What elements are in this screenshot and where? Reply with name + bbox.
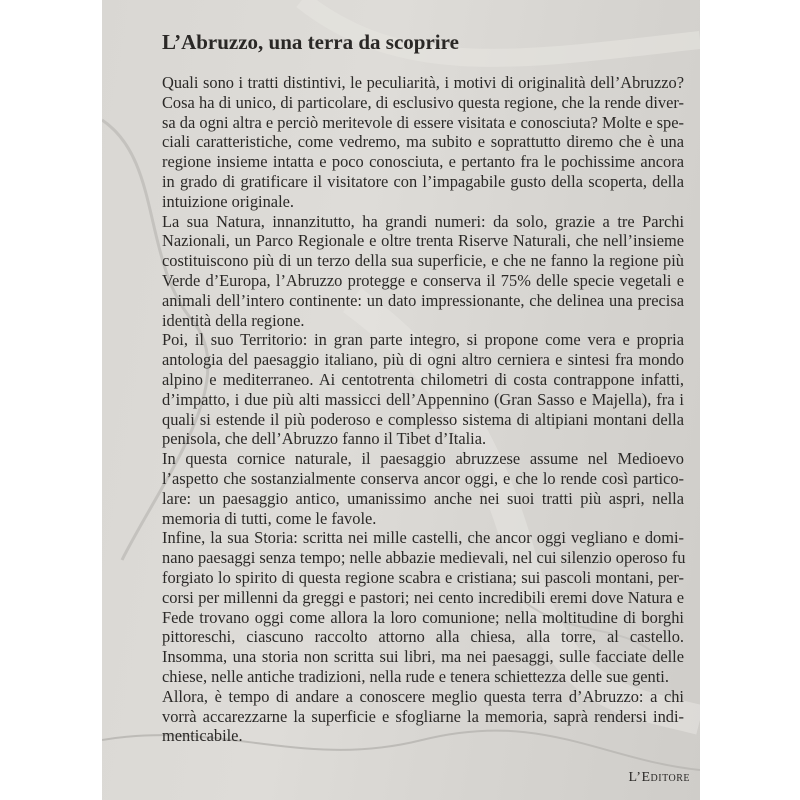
text-line: memoria di tutti, come le favole. <box>162 508 377 528</box>
text-line: Cosa ha di unico, di particolare, di esclusivo questa regione, che la rende diver- <box>162 92 684 112</box>
text-line: Insomma, una storia non scritta sui libri, ma nei paesaggi, sulle facciate delle <box>162 647 684 667</box>
text-line: penisola, che dell’Abruzzo fanno il Tibet d’Italia. <box>162 429 487 449</box>
text-line: intuizione originale. <box>162 191 294 211</box>
text-line: chiese, nelle antiche tradizioni, nella rude e tenera schiettezza delle sue genti. <box>162 666 669 686</box>
text-line: in grado di gratificare il visitatore con l’impagabile gusto della scoperta, della <box>162 171 684 191</box>
text-line: ciali caratteristiche, come vedremo, ma subito e soprattutto diremo che è una <box>162 132 684 152</box>
text-line: Verde d’Europa, l’Abruzzo protegge e conserva il 75% delle specie vegetali e <box>162 270 684 290</box>
text-line: vorrà accarezzarne la superficie e sfogliarne la memoria, saprà rendersi indi- <box>162 706 684 726</box>
text-line: quali si estende il più poderoso e complesso sistema di altipiani montani della <box>162 409 684 429</box>
paragraph <box>162 73 684 212</box>
text-line: In questa cornice naturale, il paesaggio abruzzese assume nel Medioevo <box>162 449 684 469</box>
text-line: l’aspetto che sostanzialmente conserva ancor oggi, e che lo rende così partico- <box>162 468 684 488</box>
text-line: Allora, è tempo di andare a conoscere meglio questa terra d’Abruzzo: a chi <box>162 686 684 706</box>
text-line: Nazionali, un Parco Regionale e oltre trenta Riserve Naturali, che nell’insieme <box>162 231 684 251</box>
paragraph <box>162 528 684 686</box>
body-text <box>162 73 684 746</box>
paragraph <box>162 449 684 528</box>
text-line: antologia del paesaggio italiano, più di ogni altro cerniera e sintesi fra mondo <box>162 350 684 370</box>
text-line: Infine, la sua Storia: scritta nei mille castelli, che ancor oggi vegliano e domi- <box>162 528 684 548</box>
text-line: sa da ogni altra e perciò meritevole di essere visitata e conosciuta? Molte e spe- <box>162 112 684 132</box>
text-line: La sua Natura, innanzitutto, ha grandi numeri: da solo, grazie a tre Parchi <box>162 211 684 231</box>
text-line: forgiato lo spirito di questa regione scabra e cristiana; sui pascoli montani, per- <box>162 567 684 587</box>
text-line: Quali sono i tratti distintivi, le peculiarità, i motivi di originalità dell’Abruzzo? <box>162 73 684 92</box>
book-page <box>102 0 700 800</box>
text-line: menticabile. <box>162 726 243 746</box>
paragraph <box>162 330 684 449</box>
text-line: nano paesaggi senza tempo; nelle abbazie medievali, nel cui silenzio operoso fu <box>162 548 686 568</box>
text-line: animali dell’intero continente: un dato impressionante, che delinea una precisa <box>162 290 684 310</box>
text-line: Fede trovano oggi come allora la loro comunione; nella moltitudine di borghi <box>162 607 684 627</box>
paragraph <box>162 212 684 331</box>
text-line: d’impatto, i due più alti massicci dell’Appennino (Gran Sasso e Majella), fra i <box>162 389 684 409</box>
text-line: Poi, il suo Territorio: in gran parte integro, si propone come vera e propria <box>162 330 684 350</box>
text-line: alpino e mediterraneo. Ai centotrenta chilometri di costa contrappone infatti, <box>162 369 684 389</box>
text-line: pittoreschi, ciascuno raccolto attorno alla chiesa, alla torre, al castello. <box>162 627 684 647</box>
page-title: L’Abruzzo, una terra da scoprire <box>162 30 459 54</box>
signature: L’Editore <box>628 770 690 785</box>
text-line: corsi per millenni da greggi e pastori; nei cento incredibili eremi dove Natura e <box>162 587 684 607</box>
text-line: identità della regione. <box>162 310 305 330</box>
text-line: costituiscono più di un terzo della sua superficie, e che ne fanno la regione più <box>162 251 684 271</box>
paragraph <box>162 687 684 746</box>
text-line: lare: un paesaggio antico, umanissimo anche nei suoi tratti più aspri, nella <box>162 488 684 508</box>
text-line: regione insieme intatta e poco conosciuta, e pertanto fra le pochissime ancora <box>162 152 684 172</box>
